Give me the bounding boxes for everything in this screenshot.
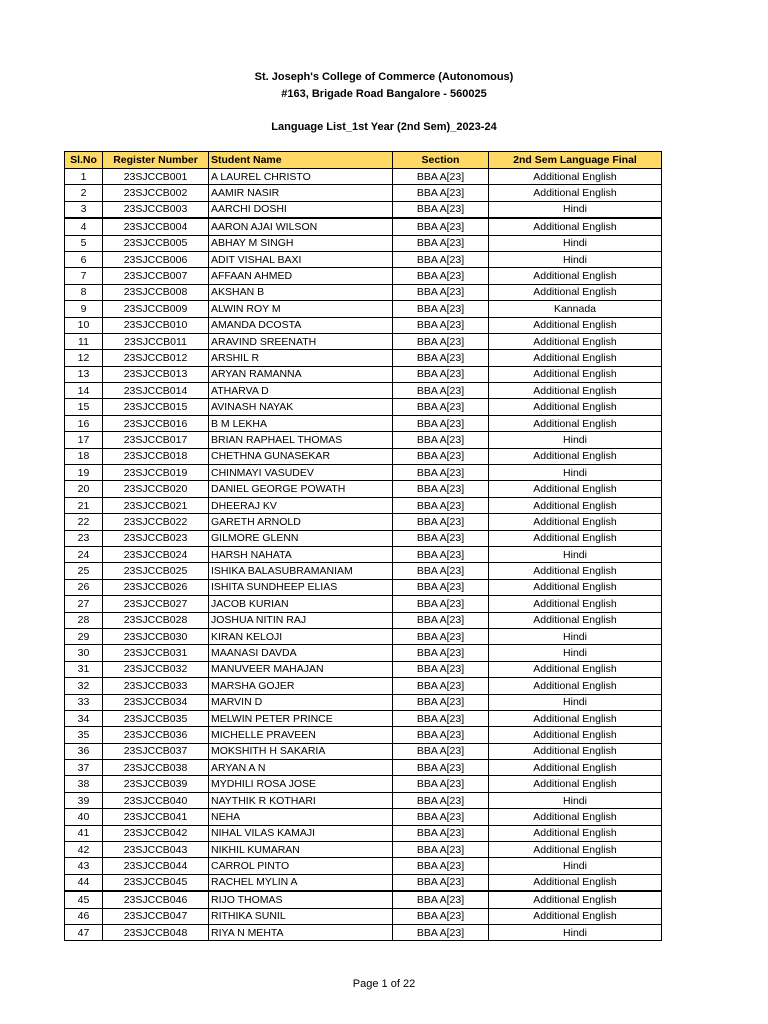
- table-row: [65, 530, 662, 546]
- language-cell: Additional English: [489, 908, 662, 924]
- table-row: [65, 317, 662, 333]
- section-cell: BBA A[23]: [393, 546, 489, 562]
- student-name-cell: B M LEKHA: [209, 415, 393, 431]
- student-name-cell: NIKHIL KUMARAN: [209, 842, 393, 858]
- student-name-cell: ARYAN A N: [209, 760, 393, 776]
- section-cell: BBA A[23]: [393, 710, 489, 726]
- language-cell: Additional English: [489, 661, 662, 677]
- language-cell: Additional English: [489, 284, 662, 300]
- student-name-cell: AKSHAN B: [209, 284, 393, 300]
- document-title: Language List_1st Year (2nd Sem)_2023-24: [271, 121, 497, 133]
- slno-cell: 4: [65, 218, 103, 235]
- language-cell: Hindi: [489, 694, 662, 710]
- table-row: [65, 284, 662, 300]
- section-cell: BBA A[23]: [393, 792, 489, 808]
- register-number-cell: 23SJCCB028: [103, 612, 209, 628]
- language-cell: Additional English: [489, 891, 662, 908]
- register-number-cell: 23SJCCB027: [103, 596, 209, 612]
- student-name-cell: AARON AJAI WILSON: [209, 218, 393, 235]
- table-row: [65, 399, 662, 415]
- student-name-cell: AARCHI DOSHI: [209, 201, 393, 218]
- language-cell: Additional English: [489, 563, 662, 579]
- slno-cell: 39: [65, 792, 103, 808]
- student-name-cell: RITHIKA SUNIL: [209, 908, 393, 924]
- language-cell: Kannada: [489, 301, 662, 317]
- table-row: [65, 760, 662, 776]
- section-cell: BBA A[23]: [393, 858, 489, 874]
- register-number-cell: 23SJCCB012: [103, 350, 209, 366]
- register-number-cell: 23SJCCB002: [103, 185, 209, 201]
- section-cell: BBA A[23]: [393, 628, 489, 644]
- student-name-cell: KIRAN KELOJI: [209, 628, 393, 644]
- slno-cell: 8: [65, 284, 103, 300]
- slno-cell: 18: [65, 448, 103, 464]
- register-number-cell: 23SJCCB048: [103, 924, 209, 940]
- section-cell: BBA A[23]: [393, 596, 489, 612]
- table-row: [65, 645, 662, 661]
- slno-cell: 46: [65, 908, 103, 924]
- student-name-cell: ABHAY M SINGH: [209, 235, 393, 251]
- table-row: [65, 694, 662, 710]
- section-cell: BBA A[23]: [393, 350, 489, 366]
- section-cell: BBA A[23]: [393, 579, 489, 595]
- section-cell: BBA A[23]: [393, 694, 489, 710]
- language-cell: Hindi: [489, 251, 662, 267]
- language-cell: Additional English: [489, 399, 662, 415]
- register-number-cell: 23SJCCB010: [103, 317, 209, 333]
- student-name-cell: ARYAN RAMANNA: [209, 366, 393, 382]
- register-number-cell: 23SJCCB004: [103, 218, 209, 235]
- student-name-cell: MICHELLE PRAVEEN: [209, 727, 393, 743]
- register-number-cell: 23SJCCB040: [103, 792, 209, 808]
- section-cell: BBA A[23]: [393, 530, 489, 546]
- section-cell: BBA A[23]: [393, 268, 489, 284]
- register-number-cell: 23SJCCB011: [103, 333, 209, 349]
- student-name-cell: ARSHIL R: [209, 350, 393, 366]
- student-name-cell: MARVIN D: [209, 694, 393, 710]
- table-row: [65, 465, 662, 481]
- student-name-cell: A LAUREL CHRISTO: [209, 169, 393, 185]
- table-row: [65, 169, 662, 185]
- language-cell: Additional English: [489, 333, 662, 349]
- register-number-cell: 23SJCCB039: [103, 776, 209, 792]
- section-cell: BBA A[23]: [393, 415, 489, 431]
- language-cell: Additional English: [489, 809, 662, 825]
- register-number-cell: 23SJCCB018: [103, 448, 209, 464]
- language-cell: Additional English: [489, 727, 662, 743]
- student-name-cell: GARETH ARNOLD: [209, 514, 393, 530]
- section-cell: BBA A[23]: [393, 465, 489, 481]
- column-header-language: 2nd Sem Language Final: [489, 152, 662, 169]
- student-name-cell: AMANDA DCOSTA: [209, 317, 393, 333]
- language-cell: Additional English: [489, 415, 662, 431]
- table-row: [65, 678, 662, 694]
- slno-cell: 29: [65, 628, 103, 644]
- register-number-cell: 23SJCCB022: [103, 514, 209, 530]
- slno-cell: 2: [65, 185, 103, 201]
- college-name: St. Joseph's College of Commerce (Autonomous): [254, 71, 514, 83]
- student-name-cell: CARROL PINTO: [209, 858, 393, 874]
- student-name-cell: MELWIN PETER PRINCE: [209, 710, 393, 726]
- student-name-cell: DANIEL GEORGE POWATH: [209, 481, 393, 497]
- student-name-cell: MANUVEER MAHAJAN: [209, 661, 393, 677]
- column-header-register-number: Register Number: [103, 152, 209, 169]
- slno-cell: 3: [65, 201, 103, 218]
- language-cell: Additional English: [489, 743, 662, 759]
- section-cell: BBA A[23]: [393, 760, 489, 776]
- slno-cell: 45: [65, 891, 103, 908]
- table-row: [65, 514, 662, 530]
- slno-cell: 1: [65, 169, 103, 185]
- student-name-cell: MOKSHITH H SAKARIA: [209, 743, 393, 759]
- slno-cell: 17: [65, 432, 103, 448]
- slno-cell: 22: [65, 514, 103, 530]
- section-cell: BBA A[23]: [393, 432, 489, 448]
- slno-cell: 38: [65, 776, 103, 792]
- register-number-cell: 23SJCCB003: [103, 201, 209, 218]
- section-cell: BBA A[23]: [393, 612, 489, 628]
- register-number-cell: 23SJCCB043: [103, 842, 209, 858]
- student-name-cell: NIHAL VILAS KAMAJI: [209, 825, 393, 841]
- register-number-cell: 23SJCCB001: [103, 169, 209, 185]
- language-cell: Additional English: [489, 383, 662, 399]
- column-header-student-name: Student Name: [209, 152, 393, 169]
- section-cell: BBA A[23]: [393, 678, 489, 694]
- slno-cell: 5: [65, 235, 103, 251]
- register-number-cell: 23SJCCB020: [103, 481, 209, 497]
- table-row: [65, 891, 662, 908]
- student-name-cell: ISHIKA BALASUBRAMANIAM: [209, 563, 393, 579]
- language-cell: Additional English: [489, 169, 662, 185]
- section-cell: BBA A[23]: [393, 874, 489, 891]
- language-cell: Additional English: [489, 530, 662, 546]
- slno-cell: 33: [65, 694, 103, 710]
- slno-cell: 32: [65, 678, 103, 694]
- student-name-cell: MAANASI DAVDA: [209, 645, 393, 661]
- college-address: #163, Brigade Road Bangalore - 560025: [281, 88, 487, 100]
- table-row: [65, 481, 662, 497]
- section-cell: BBA A[23]: [393, 481, 489, 497]
- table-row: [65, 268, 662, 284]
- student-name-cell: MARSHA GOJER: [209, 678, 393, 694]
- slno-cell: 16: [65, 415, 103, 431]
- register-number-cell: 23SJCCB013: [103, 366, 209, 382]
- slno-cell: 44: [65, 874, 103, 891]
- table-row: [65, 218, 662, 235]
- table-row: [65, 776, 662, 792]
- table-row: [65, 333, 662, 349]
- slno-cell: 28: [65, 612, 103, 628]
- table-row: [65, 546, 662, 562]
- student-name-cell: HARSH NAHATA: [209, 546, 393, 562]
- slno-cell: 35: [65, 727, 103, 743]
- slno-cell: 36: [65, 743, 103, 759]
- register-number-cell: 23SJCCB046: [103, 891, 209, 908]
- table-row: [65, 579, 662, 595]
- slno-cell: 25: [65, 563, 103, 579]
- table-row: [65, 825, 662, 841]
- section-cell: BBA A[23]: [393, 317, 489, 333]
- section-cell: BBA A[23]: [393, 301, 489, 317]
- table-row: [65, 366, 662, 382]
- slno-cell: 19: [65, 465, 103, 481]
- table-row: [65, 235, 662, 251]
- slno-cell: 11: [65, 333, 103, 349]
- section-cell: BBA A[23]: [393, 497, 489, 513]
- table-row: [65, 661, 662, 677]
- slno-cell: 9: [65, 301, 103, 317]
- table-row: [65, 448, 662, 464]
- student-name-cell: ISHITA SUNDHEEP ELIAS: [209, 579, 393, 595]
- table-row: [65, 710, 662, 726]
- slno-cell: 31: [65, 661, 103, 677]
- student-name-cell: MYDHILI ROSA JOSE: [209, 776, 393, 792]
- language-cell: Additional English: [489, 366, 662, 382]
- student-name-cell: ARAVIND SREENATH: [209, 333, 393, 349]
- slno-cell: 42: [65, 842, 103, 858]
- slno-cell: 21: [65, 497, 103, 513]
- table-row: [65, 908, 662, 924]
- table-row: [65, 201, 662, 218]
- language-cell: Additional English: [489, 842, 662, 858]
- register-number-cell: 23SJCCB006: [103, 251, 209, 267]
- section-cell: BBA A[23]: [393, 891, 489, 908]
- register-number-cell: 23SJCCB047: [103, 908, 209, 924]
- section-cell: BBA A[23]: [393, 333, 489, 349]
- column-header-slno: Sl.No: [65, 152, 103, 169]
- section-cell: BBA A[23]: [393, 399, 489, 415]
- language-cell: Additional English: [489, 596, 662, 612]
- section-cell: BBA A[23]: [393, 924, 489, 940]
- section-cell: BBA A[23]: [393, 842, 489, 858]
- register-number-cell: 23SJCCB045: [103, 874, 209, 891]
- slno-cell: 6: [65, 251, 103, 267]
- section-cell: BBA A[23]: [393, 645, 489, 661]
- slno-cell: 27: [65, 596, 103, 612]
- language-cell: Additional English: [489, 317, 662, 333]
- language-cell: Additional English: [489, 268, 662, 284]
- register-number-cell: 23SJCCB041: [103, 809, 209, 825]
- slno-cell: 20: [65, 481, 103, 497]
- register-number-cell: 23SJCCB007: [103, 268, 209, 284]
- column-header-section: Section: [393, 152, 489, 169]
- slno-cell: 10: [65, 317, 103, 333]
- section-cell: BBA A[23]: [393, 776, 489, 792]
- register-number-cell: 23SJCCB033: [103, 678, 209, 694]
- language-cell: Additional English: [489, 448, 662, 464]
- slno-cell: 23: [65, 530, 103, 546]
- student-name-cell: DHEERAJ KV: [209, 497, 393, 513]
- language-cell: Hindi: [489, 201, 662, 218]
- register-number-cell: 23SJCCB014: [103, 383, 209, 399]
- table-row: [65, 497, 662, 513]
- slno-cell: 24: [65, 546, 103, 562]
- language-cell: Additional English: [489, 514, 662, 530]
- student-name-cell: NEHA: [209, 809, 393, 825]
- section-cell: BBA A[23]: [393, 448, 489, 464]
- register-number-cell: 23SJCCB042: [103, 825, 209, 841]
- section-cell: BBA A[23]: [393, 383, 489, 399]
- section-cell: BBA A[23]: [393, 235, 489, 251]
- student-name-cell: GILMORE GLENN: [209, 530, 393, 546]
- language-cell: Hindi: [489, 645, 662, 661]
- language-cell: Additional English: [489, 218, 662, 235]
- table-row: [65, 792, 662, 808]
- section-cell: BBA A[23]: [393, 366, 489, 382]
- register-number-cell: 23SJCCB015: [103, 399, 209, 415]
- table-row: [65, 809, 662, 825]
- slno-cell: 13: [65, 366, 103, 382]
- table-row: [65, 743, 662, 759]
- section-cell: BBA A[23]: [393, 251, 489, 267]
- language-cell: Additional English: [489, 481, 662, 497]
- student-name-cell: ADIT VISHAL BAXI: [209, 251, 393, 267]
- slno-cell: 12: [65, 350, 103, 366]
- slno-cell: 40: [65, 809, 103, 825]
- register-number-cell: 23SJCCB024: [103, 546, 209, 562]
- table-row: [65, 842, 662, 858]
- section-cell: BBA A[23]: [393, 169, 489, 185]
- register-number-cell: 23SJCCB034: [103, 694, 209, 710]
- section-cell: BBA A[23]: [393, 185, 489, 201]
- register-number-cell: 23SJCCB031: [103, 645, 209, 661]
- student-name-cell: ALWIN ROY M: [209, 301, 393, 317]
- language-cell: Additional English: [489, 350, 662, 366]
- register-number-cell: 23SJCCB037: [103, 743, 209, 759]
- page-number: Page 1 of 22: [352, 978, 416, 990]
- table-row: [65, 432, 662, 448]
- language-cell: Hindi: [489, 628, 662, 644]
- table-row: [65, 628, 662, 644]
- register-number-cell: 23SJCCB038: [103, 760, 209, 776]
- student-name-cell: NAYTHIK R KOTHARI: [209, 792, 393, 808]
- slno-cell: 37: [65, 760, 103, 776]
- language-cell: Hindi: [489, 546, 662, 562]
- slno-cell: 30: [65, 645, 103, 661]
- language-cell: Additional English: [489, 776, 662, 792]
- register-number-cell: 23SJCCB023: [103, 530, 209, 546]
- table-row: [65, 185, 662, 201]
- table-row: [65, 596, 662, 612]
- student-name-cell: CHETHNA GUNASEKAR: [209, 448, 393, 464]
- register-number-cell: 23SJCCB030: [103, 628, 209, 644]
- student-name-cell: JOSHUA NITIN RAJ: [209, 612, 393, 628]
- table-header-row: [65, 152, 662, 169]
- student-name-cell: AVINASH NAYAK: [209, 399, 393, 415]
- language-list-table: [64, 151, 662, 941]
- student-name-cell: AAMIR NASIR: [209, 185, 393, 201]
- slno-cell: 26: [65, 579, 103, 595]
- section-cell: BBA A[23]: [393, 809, 489, 825]
- table-row: [65, 924, 662, 940]
- language-cell: Hindi: [489, 465, 662, 481]
- section-cell: BBA A[23]: [393, 218, 489, 235]
- language-cell: Hindi: [489, 924, 662, 940]
- language-cell: Hindi: [489, 792, 662, 808]
- table-row: [65, 415, 662, 431]
- register-number-cell: 23SJCCB035: [103, 710, 209, 726]
- table-row: [65, 612, 662, 628]
- register-number-cell: 23SJCCB025: [103, 563, 209, 579]
- slno-cell: 15: [65, 399, 103, 415]
- student-name-cell: RACHEL MYLIN A: [209, 874, 393, 891]
- register-number-cell: 23SJCCB005: [103, 235, 209, 251]
- slno-cell: 14: [65, 383, 103, 399]
- student-name-cell: RIYA N MEHTA: [209, 924, 393, 940]
- language-cell: Additional English: [489, 579, 662, 595]
- slno-cell: 34: [65, 710, 103, 726]
- language-cell: Hindi: [489, 858, 662, 874]
- table-row: [65, 350, 662, 366]
- section-cell: BBA A[23]: [393, 514, 489, 530]
- table-row: [65, 383, 662, 399]
- section-cell: BBA A[23]: [393, 284, 489, 300]
- table-body: [65, 169, 662, 941]
- section-cell: BBA A[23]: [393, 201, 489, 218]
- register-number-cell: 23SJCCB026: [103, 579, 209, 595]
- language-cell: Additional English: [489, 874, 662, 891]
- register-number-cell: 23SJCCB019: [103, 465, 209, 481]
- language-cell: Additional English: [489, 185, 662, 201]
- section-cell: BBA A[23]: [393, 661, 489, 677]
- table-row: [65, 858, 662, 874]
- section-cell: BBA A[23]: [393, 743, 489, 759]
- language-cell: Hindi: [489, 432, 662, 448]
- language-cell: Additional English: [489, 825, 662, 841]
- slno-cell: 7: [65, 268, 103, 284]
- section-cell: BBA A[23]: [393, 825, 489, 841]
- language-cell: Additional English: [489, 612, 662, 628]
- slno-cell: 41: [65, 825, 103, 841]
- student-name-cell: AFFAAN AHMED: [209, 268, 393, 284]
- student-name-cell: CHINMAYI VASUDEV: [209, 465, 393, 481]
- student-name-cell: RIJO THOMAS: [209, 891, 393, 908]
- register-number-cell: 23SJCCB044: [103, 858, 209, 874]
- register-number-cell: 23SJCCB036: [103, 727, 209, 743]
- student-name-cell: BRIAN RAPHAEL THOMAS: [209, 432, 393, 448]
- register-number-cell: 23SJCCB009: [103, 301, 209, 317]
- register-number-cell: 23SJCCB017: [103, 432, 209, 448]
- section-cell: BBA A[23]: [393, 908, 489, 924]
- section-cell: BBA A[23]: [393, 727, 489, 743]
- student-name-cell: JACOB KURIAN: [209, 596, 393, 612]
- slno-cell: 47: [65, 924, 103, 940]
- language-cell: Additional English: [489, 710, 662, 726]
- register-number-cell: 23SJCCB008: [103, 284, 209, 300]
- language-cell: Hindi: [489, 235, 662, 251]
- language-cell: Additional English: [489, 678, 662, 694]
- language-cell: Additional English: [489, 760, 662, 776]
- register-number-cell: 23SJCCB032: [103, 661, 209, 677]
- register-number-cell: 23SJCCB016: [103, 415, 209, 431]
- table-row: [65, 301, 662, 317]
- table-row: [65, 563, 662, 579]
- table-row: [65, 874, 662, 891]
- table-row: [65, 727, 662, 743]
- section-cell: BBA A[23]: [393, 563, 489, 579]
- slno-cell: 43: [65, 858, 103, 874]
- table-row: [65, 251, 662, 267]
- register-number-cell: 23SJCCB021: [103, 497, 209, 513]
- student-name-cell: ATHARVA D: [209, 383, 393, 399]
- language-cell: Additional English: [489, 497, 662, 513]
